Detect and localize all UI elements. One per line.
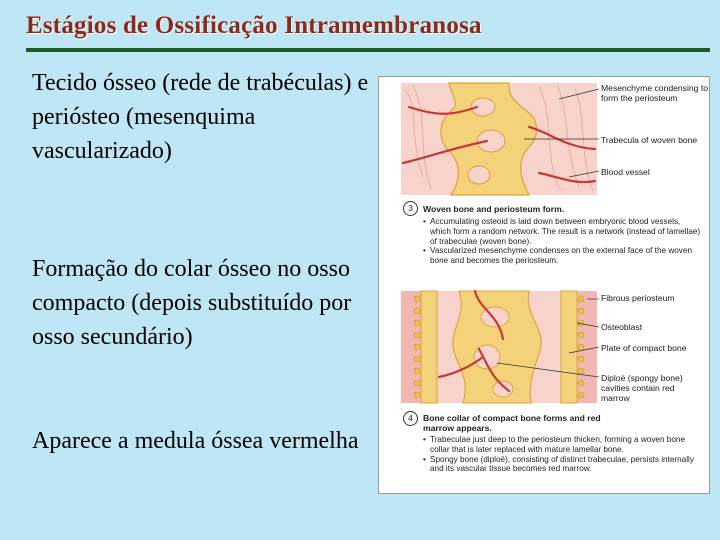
- label-osteoblast: Osteoblast: [601, 322, 643, 332]
- step-3-title: Woven bone and periosteum form.: [423, 204, 565, 214]
- label-diploe: Diploë (spongy bone) cavities contain red marrow: [601, 373, 683, 403]
- top-panel-illustration: [401, 83, 599, 195]
- step-3-bullets: [423, 217, 703, 266]
- step-4-bullet: • Spongy bone (diploë), consisting of distinct trabeculae, persists internally and its vascular tissue becomes red marrow.: [423, 455, 703, 475]
- step-4-number: 4: [403, 411, 418, 426]
- step-3-bullet: • Accumulating osteoid is laid down between embryonic blood vessels, which form a random network. The result is a network (instead of lamellae) of trabeculae (woven bone).: [423, 217, 703, 246]
- step-3-number: 3: [403, 201, 418, 216]
- step-4-title: Bone collar of compact bone forms and red marrow appears.: [423, 413, 601, 433]
- bullet-bone-collar: Formação do colar ósseo no osso compacto (depois substituído por osso secundário): [32, 256, 352, 350]
- label-compact-bone: Plate of compact bone: [601, 343, 687, 353]
- slide-title: Estágios de Ossificação Intramembranosa: [26, 12, 482, 39]
- label-fibrous-periosteum: Fibrous periosteum: [601, 293, 675, 303]
- label-trabecula: Trabecula of woven bone: [601, 135, 698, 145]
- step-3-bullet: • Vascularized mesenchyme condenses on the external face of the woven bone and becomes the periosteum.: [423, 246, 703, 266]
- title-divider: [26, 48, 710, 52]
- bullet-woven-bone: Tecido ósseo (rede de trabéculas) e periósteo (mesenquima vascularizado): [32, 70, 369, 164]
- bullet-red-marrow: Aparece a medula óssea vermelha: [32, 428, 359, 454]
- step-4-bullets: [423, 435, 703, 474]
- ossification-figure: [378, 76, 710, 494]
- label-mesenchyme: Mesenchyme condensing to form the periosteum: [601, 83, 709, 103]
- step-4-bullet: • Trabeculae just deep to the periosteum thicken, forming a woven bone collar that is later replaced with mature lamellar bone.: [423, 435, 703, 455]
- bottom-panel-illustration: [401, 291, 599, 403]
- label-blood-vessel: Blood vessel: [601, 167, 650, 177]
